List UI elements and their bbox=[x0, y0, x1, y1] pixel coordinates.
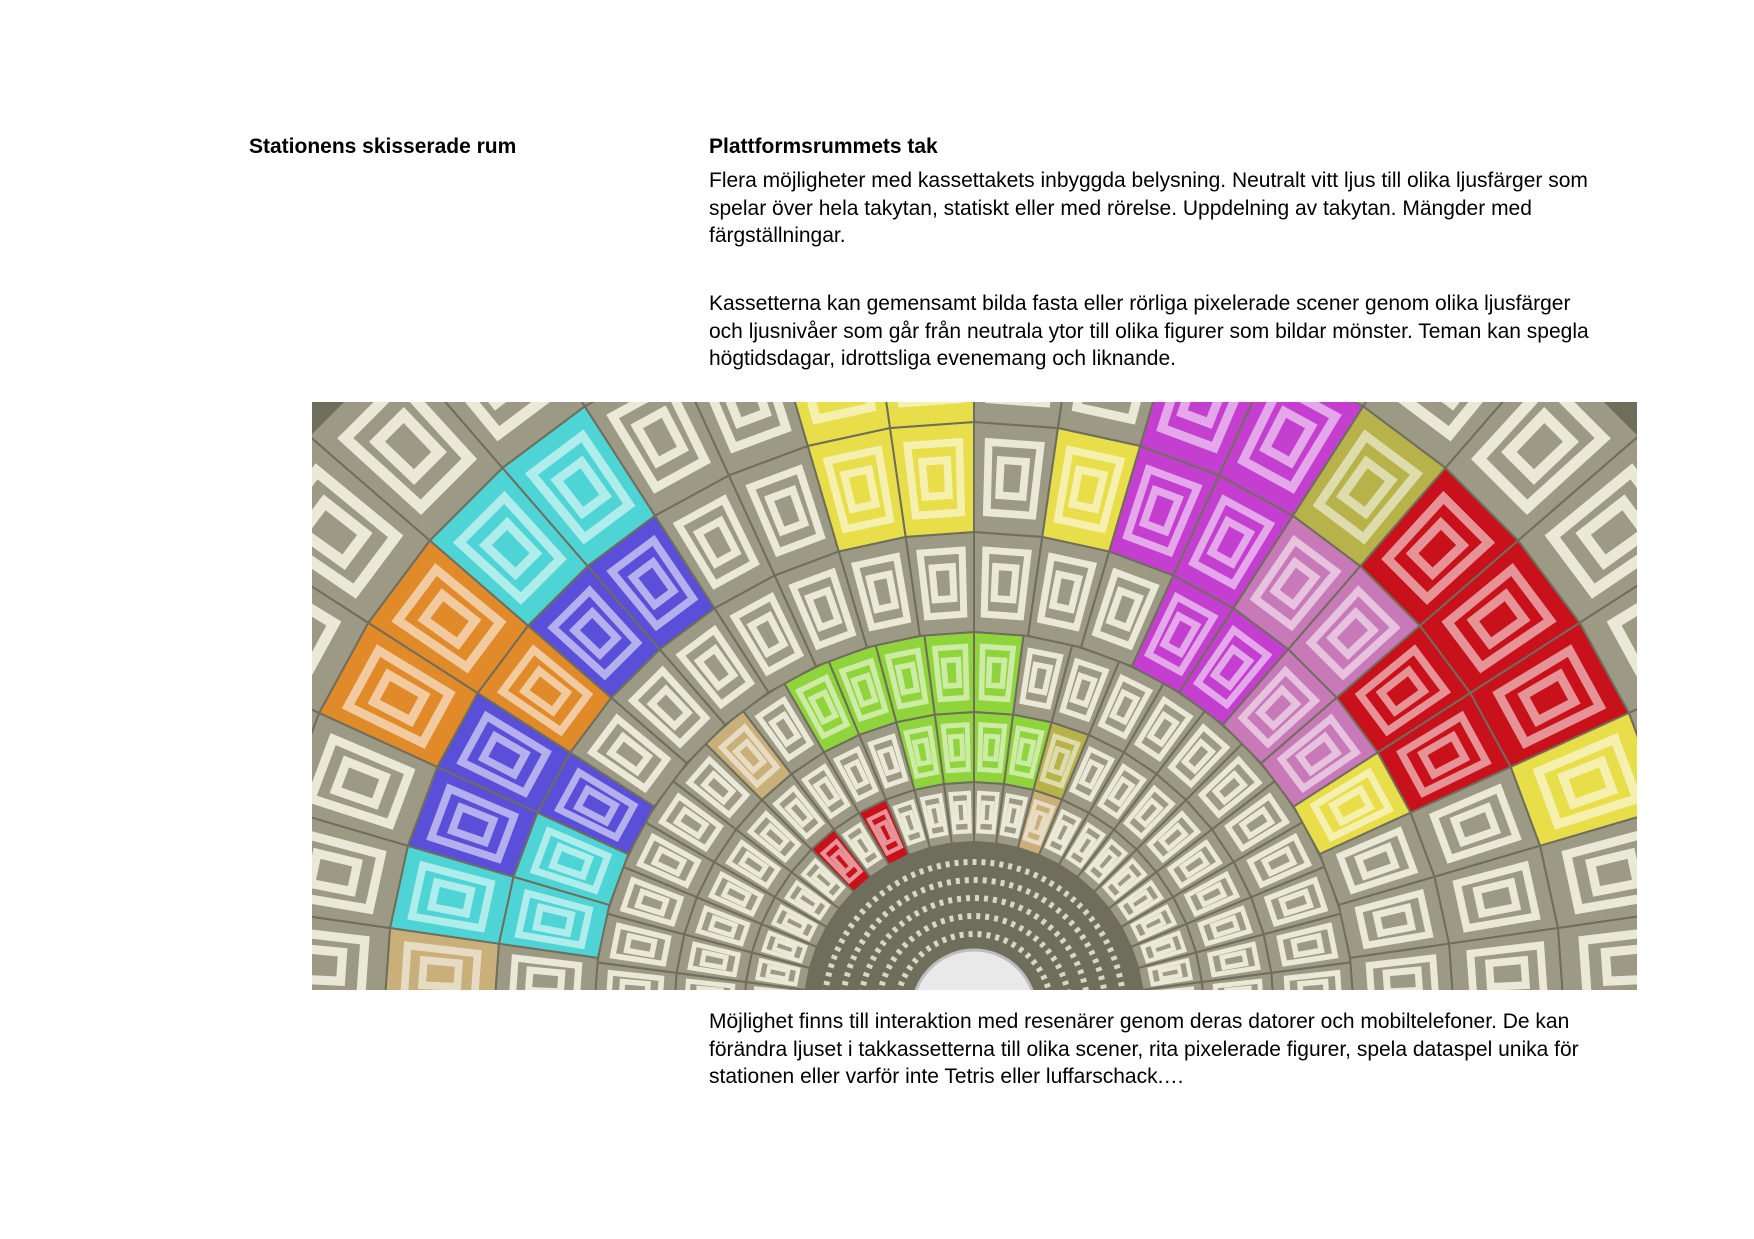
section-label: Stationens skisserade rum bbox=[249, 135, 517, 158]
ceiling-vault-svg bbox=[312, 402, 1637, 990]
page-heading: Plattformsrummets tak bbox=[709, 135, 938, 158]
ceiling-illustration bbox=[312, 402, 1637, 990]
paragraph-3: Möjlighet finns till interaktion med resenärer genom deras datorer och mobiltelefoner. De kan förändra ljuset i takkassetterna till olika scener, rita pixelerade figurer, spela dataspel unika för stationen eller varför inte Tetris eller luffarschack.… bbox=[709, 1010, 1579, 1088]
paragraph-2: Kassetterna kan gemensamt bilda fasta eller rörliga pixelerade scener genom olika ljusfärger och ljusnivåer som går från neutrala ytor till olika figurer som bildar mönster. Teman kan spegla högtidsdagar, idrottsliga evenemang och liknande. bbox=[709, 292, 1589, 370]
paragraph-1: Flera möjligheter med kassettakets inbyggda belysning. Neutralt vitt ljus till olika ljusfärger som spelar över hela takytan, statiskt eller med rörelse. Uppdelning av takytan. Mängder med färgställningar. bbox=[709, 169, 1588, 247]
